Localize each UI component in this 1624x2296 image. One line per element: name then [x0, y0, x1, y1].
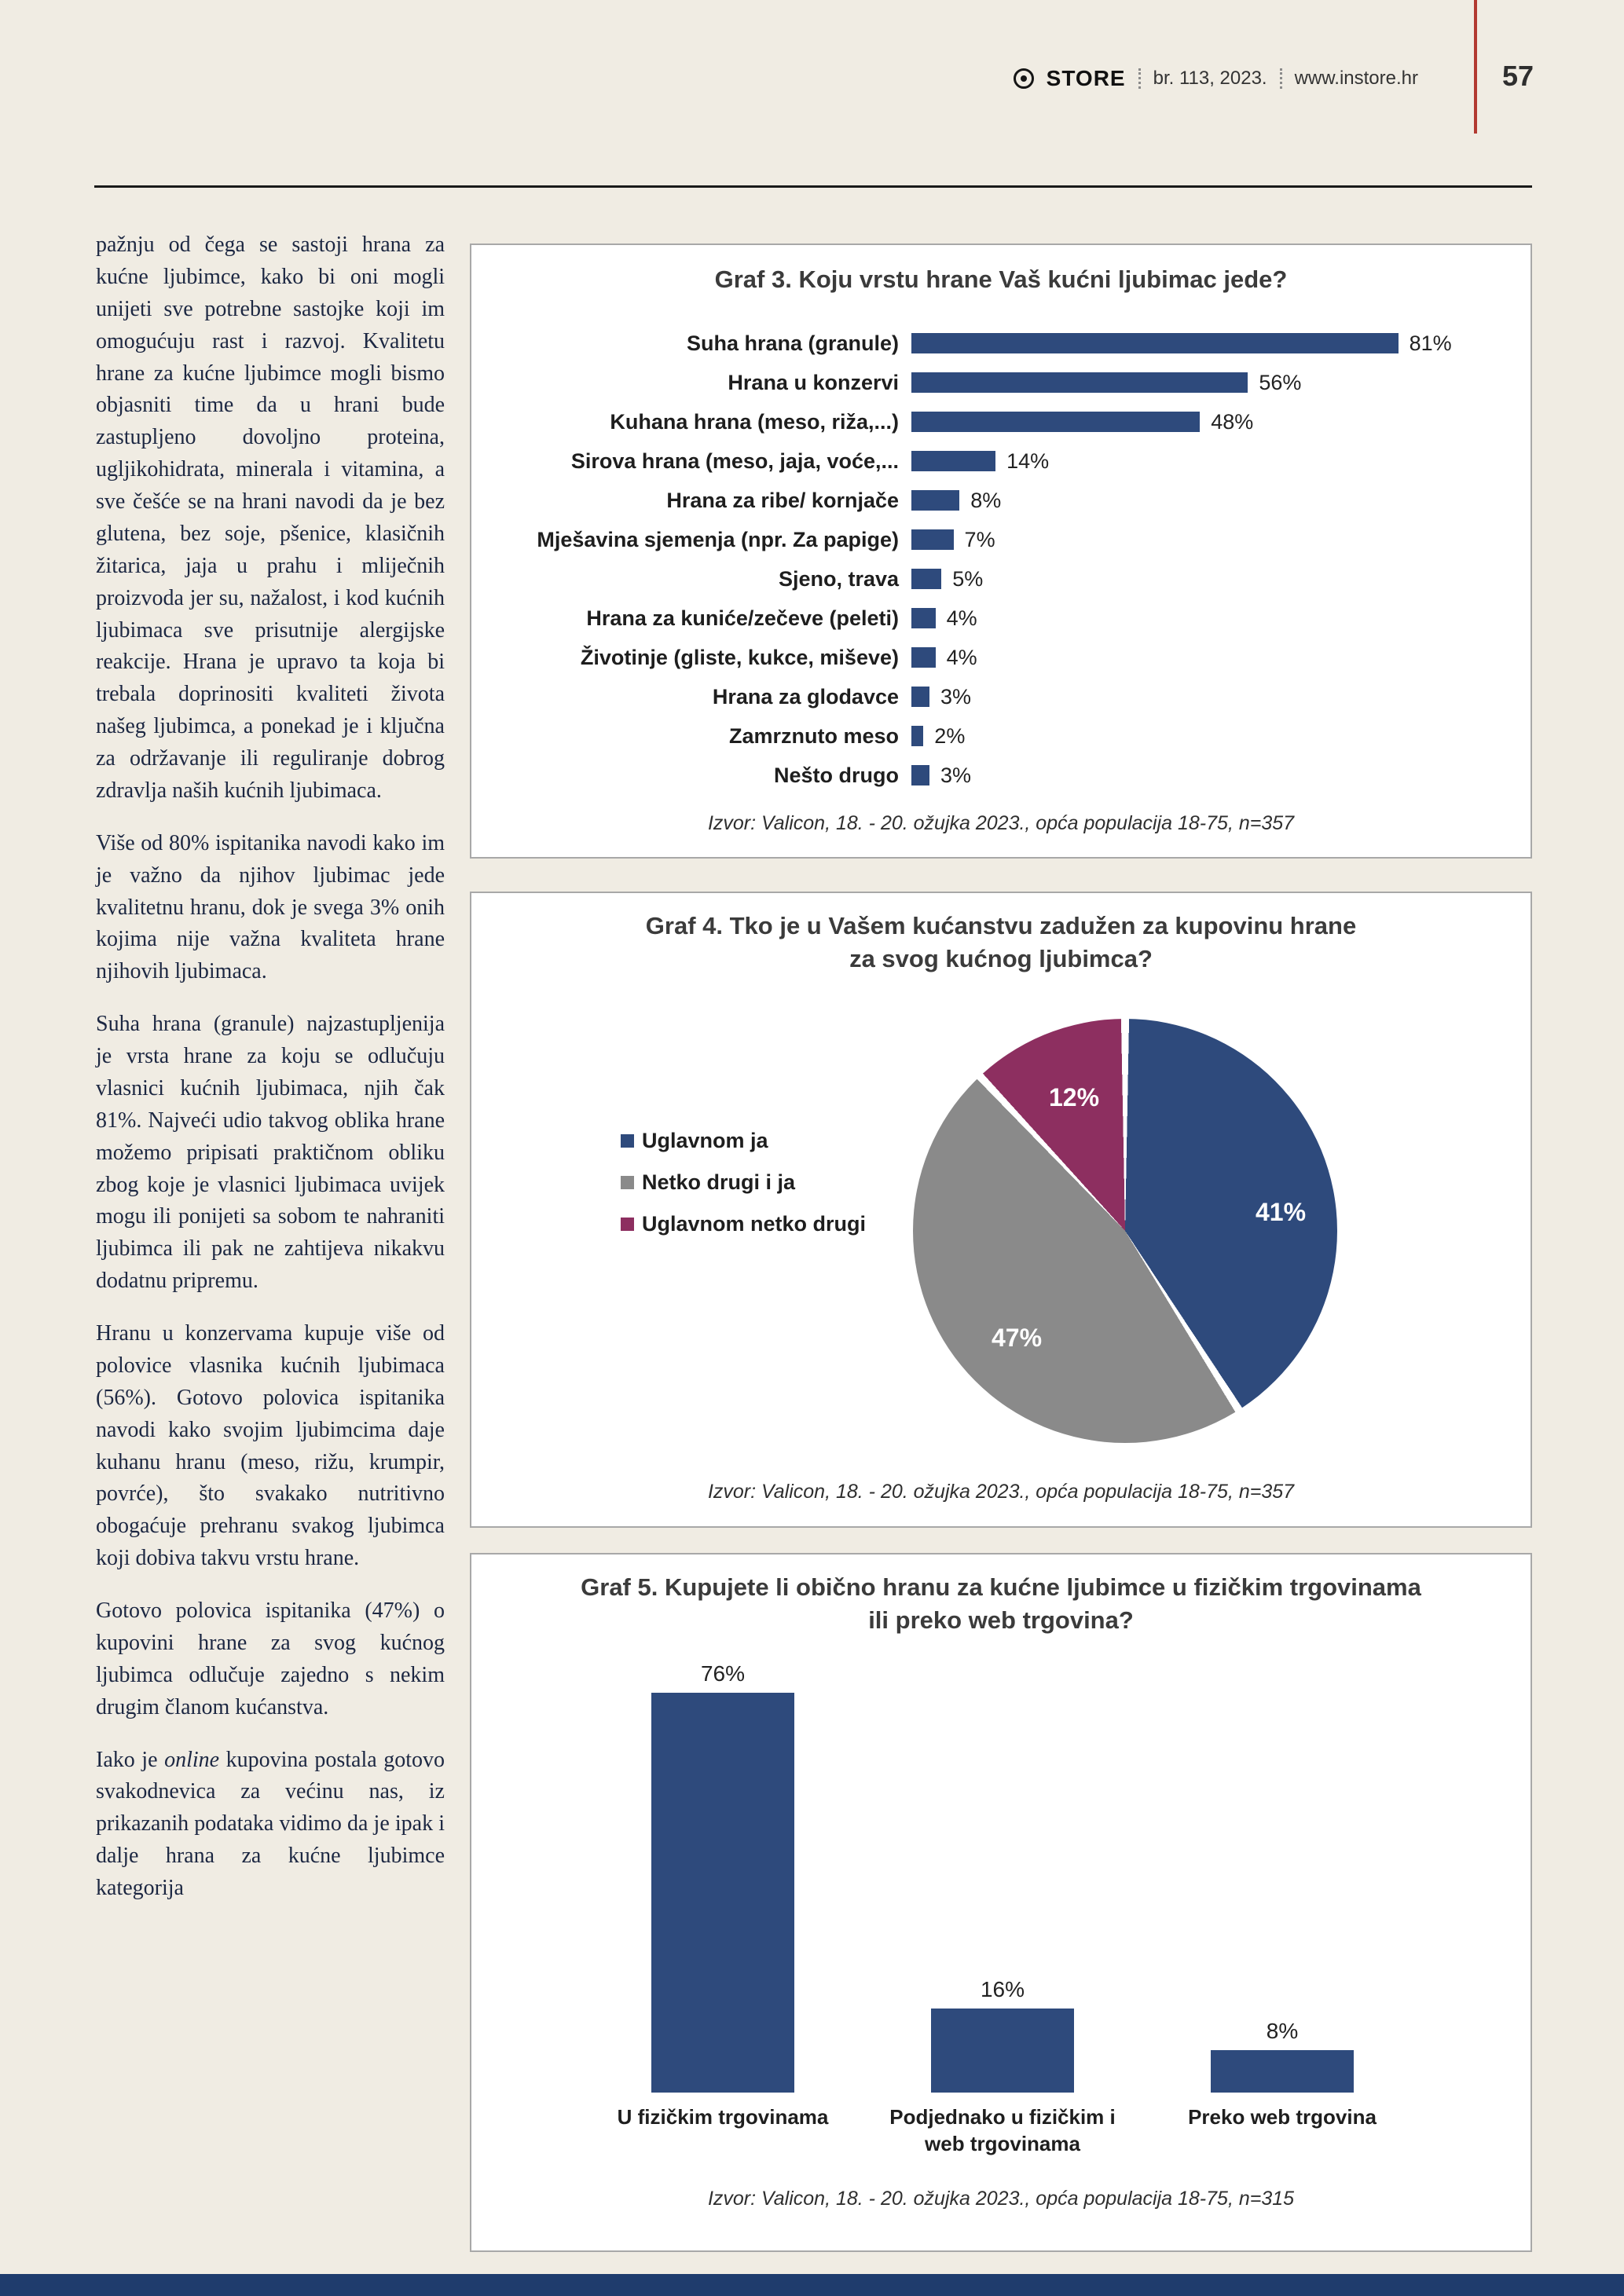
bar-category-label: Kuhana hrana (meso, riža,...) — [610, 409, 899, 434]
bar-category-label: Nešto drugo — [774, 763, 899, 787]
pie-chart — [913, 1019, 1337, 1443]
h-bar-row — [471, 599, 1531, 638]
bar-value-label: 8% — [1266, 2019, 1299, 2044]
article-paragraph: Hranu u konzervama kupuje više od polovice vlasnika kućnih ljubimaca (56%). Gotovo polovica ispitanika navodi kako svojim ljubimcima daje kuhanu hranu (meso, rižu, krumpir, povrće), što svakako nutritivno obogaćuje prehranu svakog ljubimca koji dobiva takvu vrstu hrane. — [96, 1321, 445, 1571]
v-bar-column — [869, 1977, 1136, 2093]
graf4-source: Izvor: Valicon, 18. - 20. ožujka 2023., opća populacija 18-75, n=357 — [707, 1481, 1295, 1503]
website-url: www.instore.hr — [1294, 68, 1418, 89]
h-bar-row — [471, 441, 1531, 481]
graf5-category-labels — [589, 2104, 1416, 2158]
h-bar-row — [471, 324, 1531, 363]
bar-value-label: 56% — [1259, 370, 1302, 394]
pie-slice-value-label: 41% — [1255, 1198, 1307, 1226]
bar-value-label: 76% — [700, 1661, 746, 1686]
graf4-title-line1: Graf 4. Tko je u Vašem kućanstvu zadužen za kupovinu hrane — [645, 912, 1357, 939]
bar — [911, 372, 1248, 393]
article-paragraph: pažnju od čega se sastoji hrana za kućne ljubimce, kako bi oni mogli unijeti sve potrebne sastojke koji im omogućuju rast i razvoj. Kvalitetu hrane za kućne ljubimce mogli bismo objasniti time da u hrani bude zastupljeno dovoljno proteina, ugljikohidrata, minerala i vitamina, a sve češće se na hrani navodi da je bez glutena, bez soje, pšenice, klasičnih žitarica, jaja u prahu i mliječnih proizvoda jer su, nažalost, i kod kućnih ljubimaca sve prisutnije alergijske reakcije. Hrana je upravo ta koja bi trebala doprinositi kvaliteti života našeg ljubimca, a ponekad je i ključna za održavanje ili reguliranje dobrog zdravlja naših kućnih ljubimaca. — [96, 233, 445, 803]
article-paragraph: Više od 80% ispitanika navodi kako im je važno da njihov ljubimac jede kvalitetnu hranu, dok je svega 3% onih kojima nije važna kvaliteta hrane njihovih ljubimaca. — [96, 830, 445, 984]
graf5-title-line2: ili preko web trgovina? — [868, 1606, 1134, 1634]
bar — [911, 647, 936, 668]
bar-category-label: Podjednako u fizičkim i web trgovinama — [889, 2105, 1116, 2155]
header-separator — [1138, 68, 1141, 89]
bar-value-label: 7% — [964, 527, 995, 551]
paragraph-text: kupovina postala gotovo svakodnevica za većinu nas, iz prikazanih podataka vidimo da je ipak i dalje hrana za kućne ljubimce kategorija — [96, 1747, 445, 1900]
bar-category-label: Sirova hrana (meso, jaja, voće,... — [570, 449, 899, 473]
graf5-chart — [470, 1553, 1532, 2252]
article-paragraph: Gotovo polovica ispitanika (47%) o kupovini hrane za svog kućnog ljubimca odlučuje zajedno s nekim drugim članom kućanstva. — [96, 1598, 445, 1719]
bar-category-label: Mješavina sjemenja (npr. Za papige) — [537, 527, 899, 551]
header-separator — [1280, 68, 1282, 89]
legend-swatch-blue — [621, 1134, 634, 1148]
graf5-bars-area — [589, 1649, 1416, 2093]
bar-category-label: Životinje (gliste, kukce, miševe) — [580, 645, 899, 669]
header-rule — [94, 185, 1532, 188]
bar-value-label: 2% — [934, 723, 966, 748]
h-bar-row — [471, 559, 1531, 599]
bar-value-label: 4% — [946, 606, 977, 630]
bar-category-label: Sjeno, trava — [778, 566, 899, 591]
v-bar-column — [589, 1661, 856, 2093]
bar-category-label: Hrana za kuniće/zečeve (peleti) — [586, 606, 899, 630]
legend-swatch-gray — [621, 1176, 634, 1189]
pie-slice-value-label: 12% — [1048, 1083, 1100, 1111]
page-header — [1014, 66, 1418, 91]
bar-value-label: 14% — [1006, 449, 1050, 473]
bar-value-label: 8% — [970, 488, 1002, 512]
bar — [911, 333, 1399, 353]
graf5-source: Izvor: Valicon, 18. - 20. ožujka 2023., opća populacija 18-75, n=315 — [707, 2188, 1295, 2210]
italic-term: online — [164, 1747, 220, 1772]
bar-value-label: 4% — [946, 645, 977, 669]
article-paragraph — [96, 1745, 445, 1905]
h-bar-row — [471, 363, 1531, 402]
article-paragraph: Suha hrana (granule) najzastupljenija je vrsta hrane za koju se odlučuju vlasnici kućnih ljubimaca, njih čak 81%. Najveći udio takvog oblika hrane možemo pripisati praktičnom obliku zbog koje je vlasnici ljubimaca uvijek mogu ili ponijeti sa sobom te nahraniti ljubimca ili pak ne zahtijeva nikakvu dodatnu pripremu. — [96, 1012, 445, 1294]
bar-category-label: U fizičkim trgovinama — [617, 2105, 829, 2129]
h-bar-row — [471, 481, 1531, 520]
bar — [931, 2009, 1074, 2093]
bar-category-label: Hrana za glodavce — [712, 684, 899, 709]
h-bar-row — [471, 638, 1531, 677]
bar — [911, 490, 959, 511]
h-bar-row — [471, 520, 1531, 559]
bar — [911, 765, 929, 785]
header-red-line — [1474, 0, 1477, 134]
graf4-title-line2: za svog kućnog ljubimca? — [849, 945, 1153, 972]
article-text-column — [96, 229, 445, 1925]
bar-value-label: 48% — [1211, 409, 1254, 434]
bar-category-label: Suha hrana (granule) — [686, 331, 899, 355]
bar-value-label: 5% — [952, 566, 984, 591]
page-number: 57 — [1502, 60, 1534, 92]
graf3-bars-area — [471, 324, 1531, 795]
bar — [1211, 2050, 1354, 2093]
graf5-title-line1: Graf 5. Kupujete li obično hranu za kućne ljubimce u fizičkim trgovinama — [581, 1573, 1421, 1601]
bar-value-label: 16% — [980, 1976, 1025, 2001]
bar — [651, 1693, 794, 2093]
graf3-title: Graf 3. Koju vrstu hrane Vaš kućni ljubimac jede? — [714, 265, 1288, 293]
bar — [911, 451, 995, 471]
v-bar-column — [1149, 2019, 1416, 2093]
bar-category-label: Zamrznuto meso — [728, 723, 899, 748]
h-bar-row — [471, 402, 1531, 441]
bar-value-label: 3% — [940, 763, 971, 787]
bar — [911, 726, 923, 746]
bar — [911, 569, 941, 589]
graf4-chart — [470, 892, 1532, 1528]
brand-name: STORE — [1046, 66, 1126, 90]
paragraph-text: Iako je — [96, 1747, 165, 1772]
bar-category-label: Preko web trgovina — [1188, 2105, 1377, 2129]
h-bar-row — [471, 716, 1531, 756]
pie-slice-value-label: 47% — [991, 1324, 1043, 1352]
bar — [911, 687, 929, 707]
bar — [911, 608, 936, 628]
legend-label: Uglavnom netko drugi — [642, 1212, 867, 1236]
issue-number: br. 113, 2023. — [1153, 68, 1267, 89]
bar-category-label: Hrana u konzervi — [728, 370, 899, 394]
legend-label: Uglavnom ja — [642, 1129, 768, 1152]
h-bar-row — [471, 756, 1531, 795]
footer-bar — [0, 2274, 1624, 2296]
legend-label: Netko drugi i ja — [642, 1170, 796, 1194]
graf3-source: Izvor: Valicon, 18. - 20. ožujka 2023., opća populacija 18-75, n=357 — [707, 812, 1295, 834]
legend-item — [621, 1212, 866, 1236]
bar-category-label: Hrana za ribe/ kornjače — [666, 488, 899, 512]
instore-logo-icon — [1014, 68, 1034, 89]
graf3-chart — [470, 244, 1532, 859]
legend-item — [621, 1129, 866, 1153]
legend-swatch-plum — [621, 1218, 634, 1231]
bar — [911, 412, 1200, 432]
h-bar-row — [471, 677, 1531, 716]
bar-value-label: 3% — [940, 684, 971, 709]
graf4-legend — [621, 1129, 866, 1254]
bar-value-label: 81% — [1409, 331, 1452, 355]
bar — [911, 529, 954, 550]
legend-item — [621, 1170, 866, 1195]
